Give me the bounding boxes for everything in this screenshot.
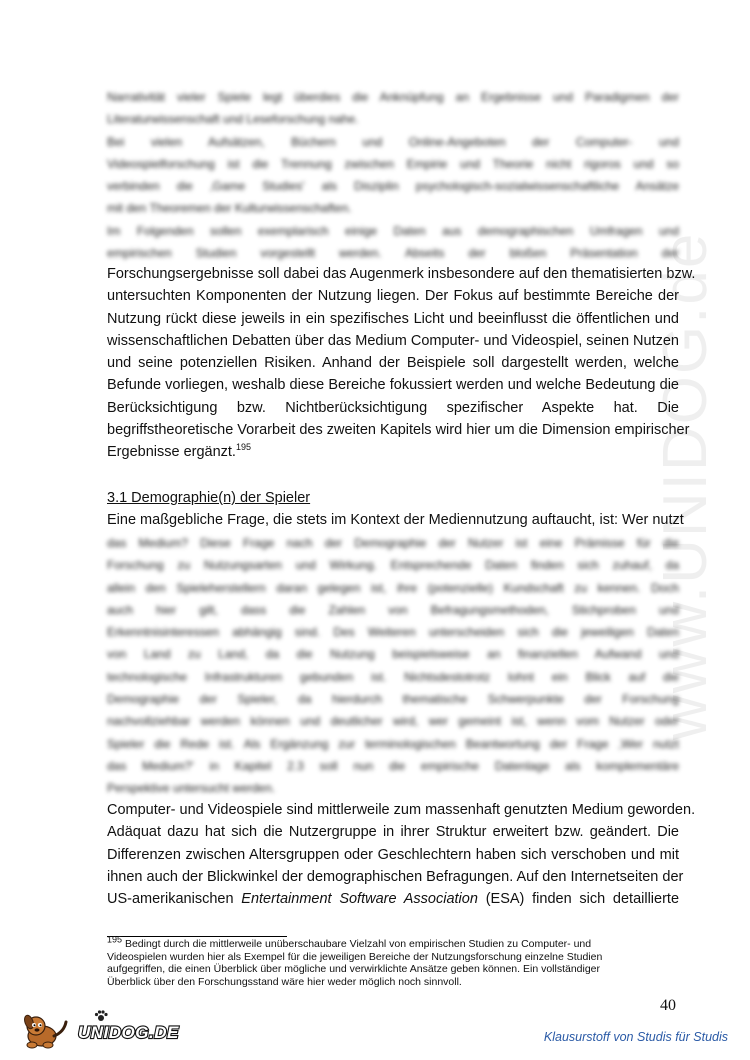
blurred-text-middle — [107, 532, 679, 800]
footnote-line — [107, 934, 667, 951]
footnote — [107, 934, 667, 988]
footnote-reference[interactable]: 195 — [235, 442, 251, 453]
blurred-line: das Medium?' in Kapitel 2.3 soll nun die empirische Datenlage als komplementäre — [107, 758, 679, 773]
blurred-line: verbinden die ‚Game Studies' als Disziplin psychologisch-sozialwissenschaftliche Ansätze — [107, 179, 679, 194]
text-line: wissenschaftlichen Debatten über das Medium Computer- und Videospiel, seinen Nutzen — [107, 332, 679, 349]
blurred-line: Videospielforschung ist die Trennung zwischen Empirie und Theorie nicht rigoros und so — [107, 156, 679, 171]
watermark-text: www.UNIDOG.de — [651, 231, 720, 740]
text-line: Berücksichtigung bzw. Nichtberücksichtigung spezifischer Aspekte hat. Die — [107, 399, 679, 416]
section-heading: 3.1 Demographie(n) der Spieler — [107, 490, 311, 506]
footnote-line: Videospielen wurden hier als Exempel für die jeweiligen Bereiche der Nutzungsforschung einzelne Studien — [107, 950, 603, 963]
text-line: untersuchten Komponenten der Nutzung liegen. Der Fokus auf bestimmte Bereiche der — [107, 288, 679, 305]
text-line: und seine potenziellen Risiken. Anhand der Beispiele soll dargestellt werden, welche — [107, 355, 679, 372]
blurred-line: Demographie der Spieler, da hierdurch thematische Schwerpunkte der Forschung — [107, 692, 679, 707]
blurred-line: empirischen Studien vorgestellt werden. Abseits der bloßen Präsentation der — [107, 246, 679, 261]
text-line: Eine maßgebliche Frage, die stets im Kontext der Mediennutzung auftaucht, ist: Wer nutzt — [107, 512, 684, 528]
blurred-text-top — [107, 86, 679, 264]
text-line: Nutzung rückt diese jeweils in ein spezifisches Licht und beeinflusst die öffentlichen und — [107, 310, 679, 327]
unidog-logo[interactable] — [20, 1010, 190, 1050]
blurred-line: Forschung zu Nutzungsarten und Wirkung. Entsprechende Daten finden sich zuhauf, da — [107, 558, 679, 573]
paw-icon — [94, 1010, 108, 1022]
paragraph-1 — [107, 263, 696, 464]
blurred-line: technologische Infrastrukturen gebunden ist. Nichtsdestotrotz lohnt ein Blick auf die — [107, 669, 679, 684]
text-line: Differenzen zwischen Altersgruppen oder Geschlechtern haben sich verschoben und mit — [107, 846, 679, 863]
text-line: Adäquat dazu hat sich die Nutzergruppe in ihrer Struktur erweitert bzw. geändert. Die — [107, 824, 679, 841]
blurred-line: das Medium? Diese Frage nach der Demographie der Nutzer ist eine Prämisse für die — [107, 536, 679, 550]
text: US-amerikanischen — [107, 891, 234, 908]
text: Bedingt durch die mittlerweile unüberschaubare Vielzahl von empirischen Studien zu Computer- und — [122, 938, 592, 950]
footnote-number: 195 — [107, 934, 123, 945]
text-line: Forschungsergebnisse soll dabei das Augenmerk insbesondere auf den thematisierten bzw. — [107, 266, 696, 282]
text-line: Befunde vorliegen, weshalb diese Bereiche fokussiert werden und welche Bedeutung die — [107, 377, 679, 394]
organization-name: Entertainment Software Association — [241, 891, 478, 908]
blurred-line: allein den Spieleherstellern daran gelegen ist, ihre (potenzielle) Kundschaft zu kennen. Doch — [107, 580, 679, 595]
blurred-line: nachvollziehbar werden können und deutlicher wird, wer gemeint ist, wenn vom Nutzer oder — [107, 714, 679, 729]
paragraph-2 — [107, 799, 696, 910]
page-number: 40 — [660, 997, 676, 1014]
text-line: begriffstheoretische Vorarbeit des zweiten Kapitels wird hier um die Dimension empirischer — [107, 422, 690, 439]
blurred-line: Perspektive untersucht werden. — [107, 781, 276, 796]
text: finden sich detaillierte — [532, 891, 680, 908]
footnote-divider — [107, 936, 287, 937]
abbreviation: (ESA) — [485, 891, 525, 908]
dog-mascot-icon — [20, 1010, 80, 1050]
blurred-line: Literaturwissenschaft und Leseforschung nahe. — [107, 112, 359, 127]
blurred-line: Bei vielen Aufsätzen, Büchern und Online-Angeboten der Computer- und — [107, 134, 679, 149]
section-3-1 — [107, 487, 684, 531]
blurred-line: Narrativität vieler Spiele legt überdies die Anknüpfung an Ergebnisse und Paradigmen der — [107, 90, 679, 104]
footnote-line: aufgegriffen, die einen Überblick über mögliche und verwirklichte Ansätze geben können. Ein vollständiger — [107, 963, 601, 976]
blurred-line: auch hier gilt, dass die Zahlen von Befragungsmethoden, Stichproben und — [107, 602, 679, 617]
footnote-line: Überblick über den Forschungsstand wäre hier weder möglich noch sinnvoll. — [107, 975, 462, 988]
text-line — [107, 888, 679, 910]
text-line: Computer- und Videospiele sind mittlerweile zum massenhaft genutzten Medium geworden. — [107, 802, 696, 818]
blurred-line: von Land zu Land, da die Nutzung beispielsweise an finanziellen Aufwand und — [107, 647, 679, 662]
text: Ergebnisse ergänzt. — [107, 444, 236, 461]
blurred-line: Spieler die Rede ist. Als Ergänzung zur terminologischen Beantwortung der Frage ‚Wer nutzt — [107, 736, 679, 751]
logo-text: UNIDOG.DE — [78, 1023, 179, 1042]
blurred-line: Im Folgenden sollen exemplarisch einige Daten aus demographischen Umfragen und — [107, 223, 679, 238]
text-line: ihnen auch der Blickwinkel der demographischen Befragungen. Auf den Internetseiten der — [107, 868, 684, 885]
blurred-line: mit den Theoremen der Kulturwissenschaften. — [107, 201, 352, 216]
footer-tagline: Klausurstoff von Studis für Studis — [543, 1030, 728, 1044]
blurred-line: Erkenntnisinteressen abhängig sind. Des Weiteren unterscheiden sich die jeweiligen Daten — [107, 625, 679, 640]
text-line-last — [107, 441, 679, 463]
